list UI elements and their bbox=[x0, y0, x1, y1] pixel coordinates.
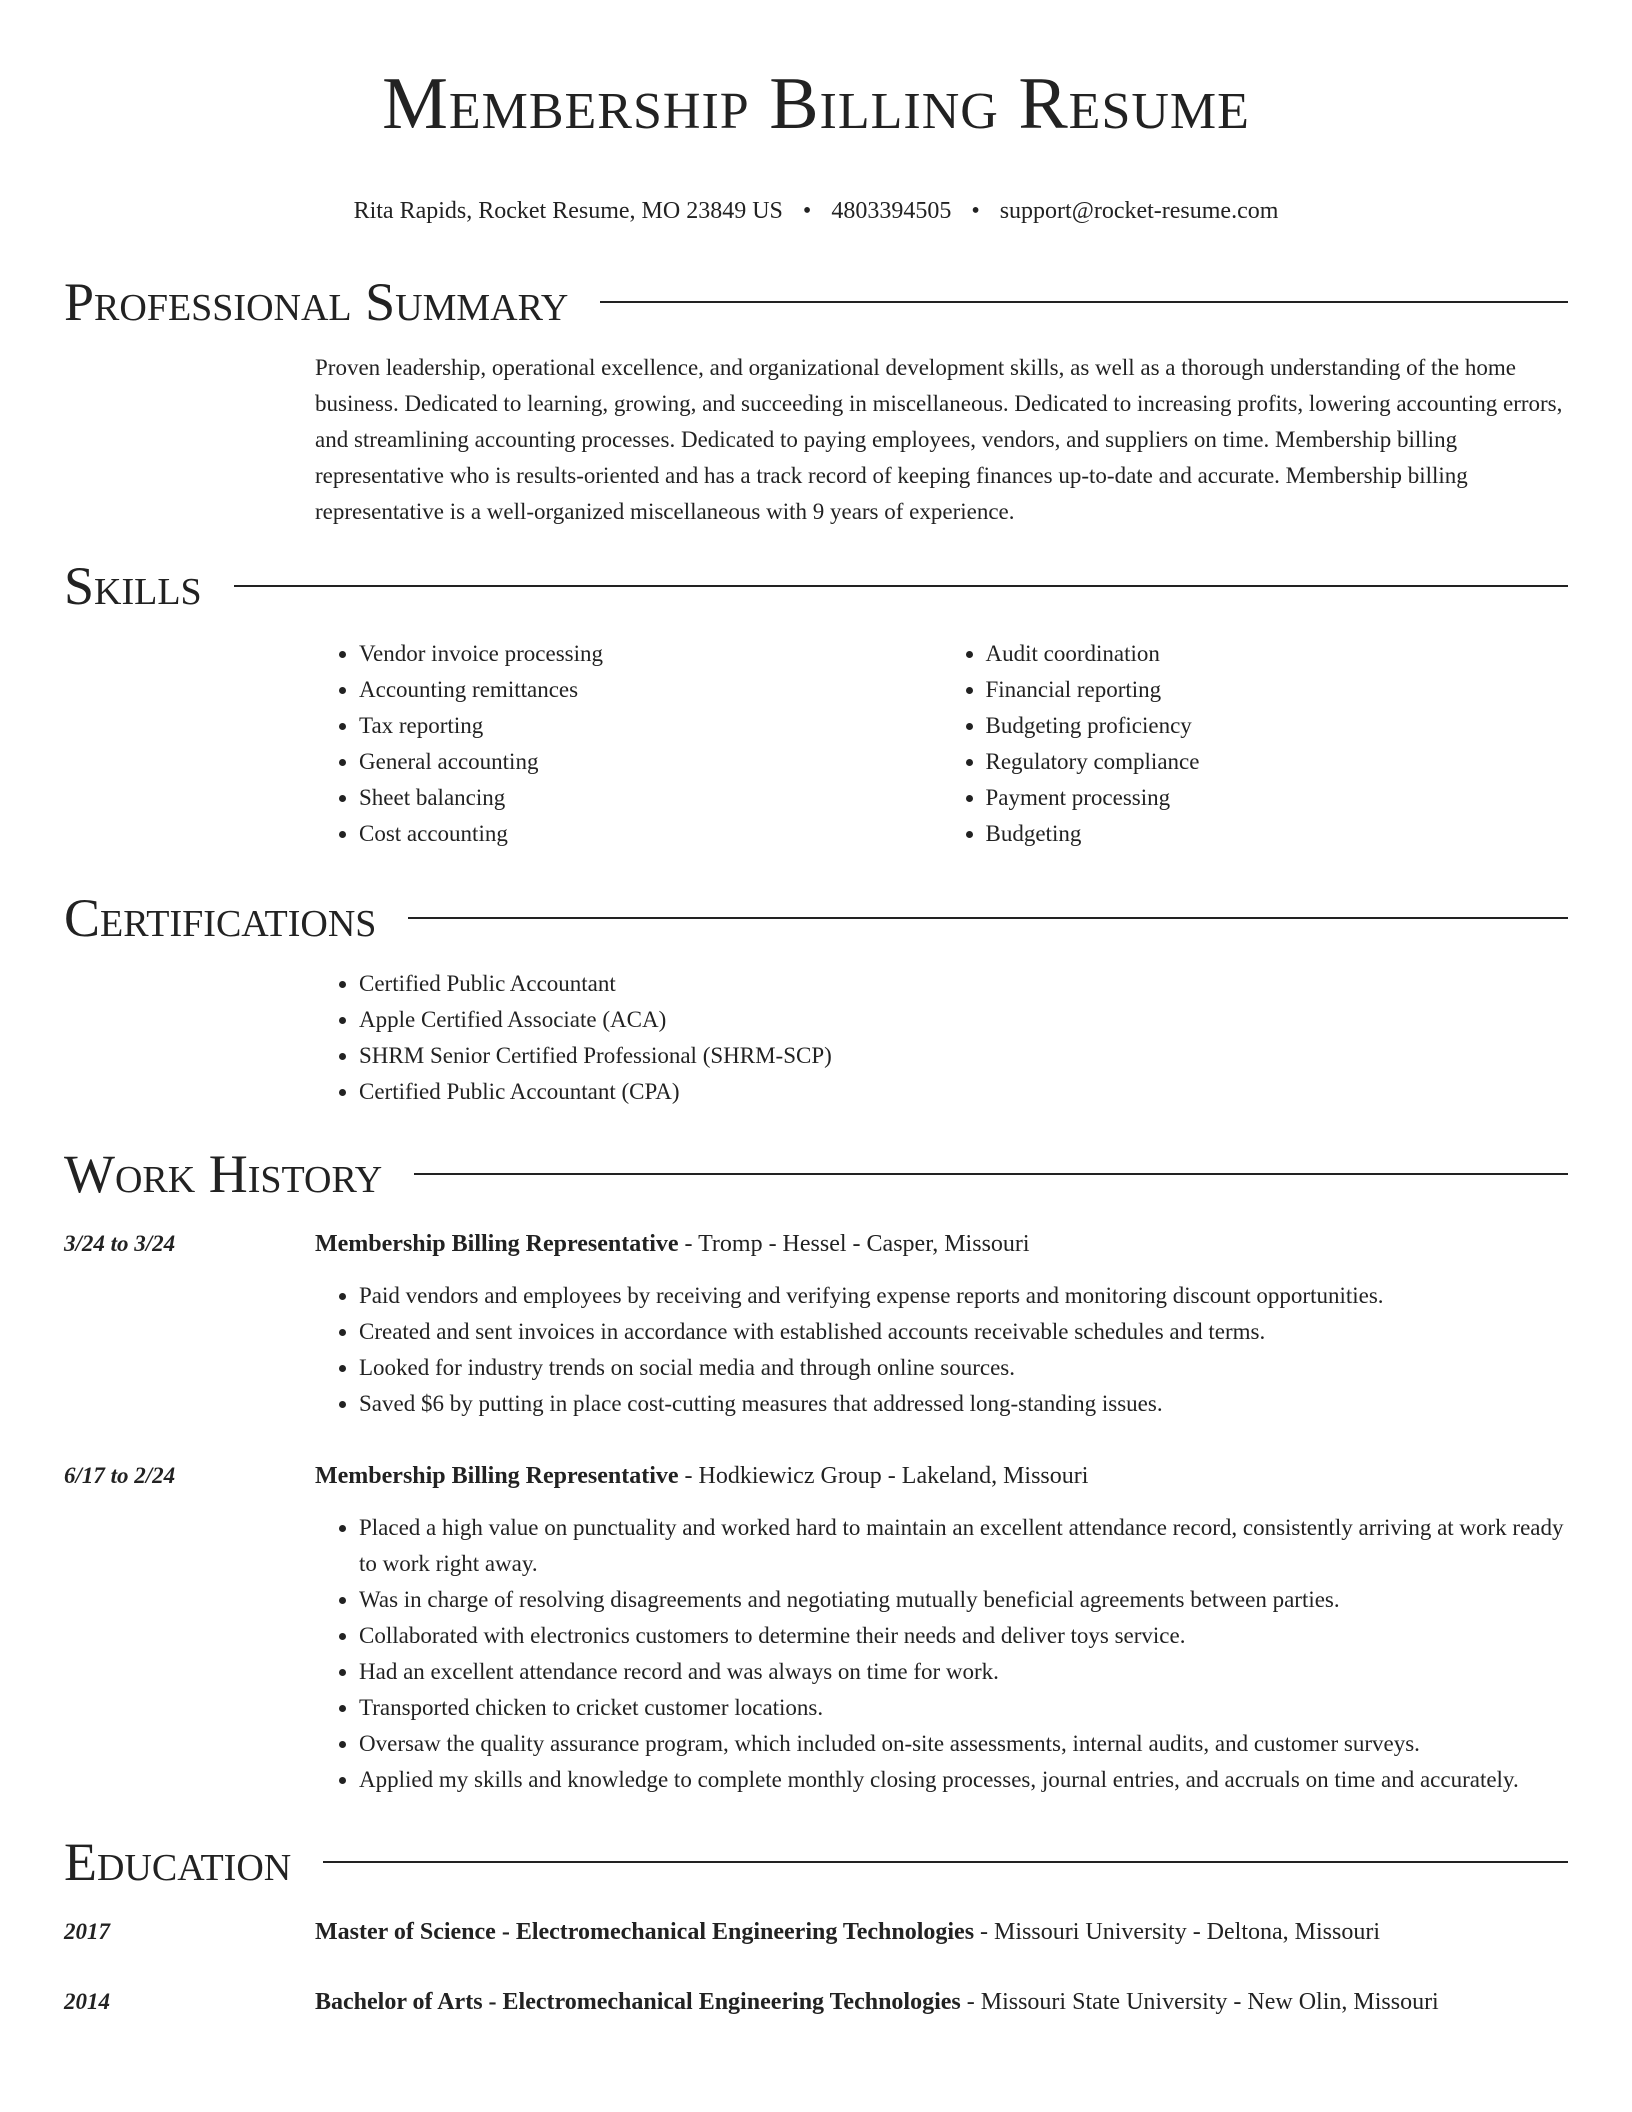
section-divider bbox=[408, 917, 1568, 919]
skill-item: • Budgeting proficiency bbox=[986, 708, 1569, 744]
job-bullet: • Had an excellent attendance record and was always on time for work. bbox=[359, 1654, 1568, 1690]
summary-section-header bbox=[64, 270, 1568, 334]
job-title: Membership Billing Representative bbox=[315, 1463, 679, 1489]
skills-column-right bbox=[942, 636, 1569, 852]
skill-item: • Payment processing bbox=[986, 780, 1569, 816]
contact-separator: • bbox=[802, 198, 812, 224]
job-dates: 6/17 to 2/24 bbox=[64, 1463, 176, 1488]
certifications-section-header bbox=[64, 886, 1568, 950]
job-bullet: • Saved $6 by putting in place cost-cutting measures that addressed long-standing issues. bbox=[359, 1386, 1568, 1422]
certifications-heading: Certifications bbox=[64, 888, 377, 948]
education-degree: Master of Science - Electromechanical Engineering Technologies bbox=[315, 1919, 975, 1945]
job-title: Membership Billing Representative bbox=[315, 1231, 679, 1257]
job-company: - Tromp - Hessel - Casper, Missouri bbox=[678, 1231, 1030, 1257]
summary-text: Proven leadership, operational excellence, and organizational development skills, as well as a thorough understanding of the home business. Dedicated to learning, growing, and succeeding in miscellaneous. Dedicated to increasing profits, lowering accounting errors, and streamlining accounting processes. Dedicated to paying employees, vendors, and suppliers on time. Membership billing representative who is results-oriented and has a track record of keeping finances up-to-date and accurate. Membership billing representative is a well-organized miscellaneous with 9 years of experience. bbox=[315, 355, 1563, 524]
certifications-list bbox=[315, 966, 1568, 1110]
skill-item: • Tax reporting bbox=[359, 708, 942, 744]
contact-address: Rita Rapids, Rocket Resume, MO 23849 US bbox=[353, 198, 783, 224]
certification-item: • SHRM Senior Certified Professional (SHRM-SCP) bbox=[359, 1038, 1568, 1074]
skill-item: • Regulatory compliance bbox=[986, 744, 1569, 780]
job-bullet: • Transported chicken to cricket customer locations. bbox=[359, 1690, 1568, 1726]
education-header bbox=[315, 1982, 1568, 2022]
contact-email: support@rocket-resume.com bbox=[999, 198, 1279, 224]
education-entry bbox=[64, 1982, 1568, 2022]
job-bullets bbox=[315, 1510, 1568, 1798]
skill-item: • Budgeting bbox=[986, 816, 1569, 852]
education-section-header bbox=[64, 1830, 1568, 1894]
job-bullet: • Looked for industry trends on social media and through online sources. bbox=[359, 1350, 1568, 1386]
skill-item: • Financial reporting bbox=[986, 672, 1569, 708]
skill-item: • Audit coordination bbox=[986, 636, 1569, 672]
job-bullet: • Was in charge of resolving disagreements and negotiating mutually beneficial agreements between parties. bbox=[359, 1582, 1568, 1618]
section-divider bbox=[600, 301, 1568, 303]
work-history-heading: Work History bbox=[64, 1144, 383, 1204]
certification-item: • Certified Public Accountant (CPA) bbox=[359, 1074, 1568, 1110]
education-degree: Bachelor of Arts - Electromechanical Engineering Technologies bbox=[315, 1989, 961, 2015]
skill-item: • Vendor invoice processing bbox=[359, 636, 942, 672]
skills-list bbox=[315, 636, 1568, 852]
job-header bbox=[315, 1224, 1568, 1264]
education-school: - Missouri University - Deltona, Missouri bbox=[974, 1919, 1381, 1945]
skill-item: • Accounting remittances bbox=[359, 672, 942, 708]
certification-item: • Certified Public Accountant bbox=[359, 966, 1568, 1002]
education-school: - Missouri State University - New Olin, Missouri bbox=[960, 1989, 1439, 2015]
job-dates: 3/24 to 3/24 bbox=[64, 1231, 176, 1256]
contact-separator: • bbox=[971, 198, 980, 224]
job-bullet: • Oversaw the quality assurance program, which included on-site assessments, internal audits, and customer surveys. bbox=[359, 1726, 1568, 1762]
job-bullet: • Applied my skills and knowledge to complete monthly closing processes, journal entries, and accruals on time and accurately. bbox=[359, 1762, 1568, 1798]
summary-heading: Professional Summary bbox=[64, 272, 569, 332]
certification-item: • Apple Certified Associate (ACA) bbox=[359, 1002, 1568, 1038]
job-bullet: • Placed a high value on punctuality and worked hard to maintain an excellent attendance record, consistently arriving at work ready to work right away. bbox=[359, 1510, 1568, 1582]
job-bullet: • Created and sent invoices in accordance with established accounts receivable schedules and terms. bbox=[359, 1314, 1568, 1350]
skill-item: • General accounting bbox=[359, 744, 942, 780]
education-entry bbox=[64, 1912, 1568, 1952]
page-title: Membership Billing Resume bbox=[382, 63, 1250, 145]
job-bullet: • Paid vendors and employees by receiving and verifying expense reports and monitoring discount opportunities. bbox=[359, 1278, 1568, 1314]
education-year: 2017 bbox=[64, 1919, 110, 1944]
skills-section-header bbox=[64, 554, 1568, 618]
work-history-section-header bbox=[64, 1142, 1568, 1206]
job-bullet: • Collaborated with electronics customers to determine their needs and deliver toys service. bbox=[359, 1618, 1568, 1654]
contact-line bbox=[64, 196, 1568, 226]
education-header bbox=[315, 1912, 1568, 1952]
skills-heading: Skills bbox=[64, 556, 202, 616]
skills-column-left bbox=[315, 636, 942, 852]
contact-phone: 4803394505 bbox=[831, 198, 952, 224]
job-entry bbox=[64, 1224, 1568, 1264]
section-divider bbox=[414, 1173, 1568, 1175]
skill-item: • Sheet balancing bbox=[359, 780, 942, 816]
section-divider bbox=[234, 585, 1568, 587]
job-bullets bbox=[315, 1278, 1568, 1422]
education-heading: Education bbox=[64, 1832, 292, 1892]
education-year: 2014 bbox=[64, 1989, 110, 2014]
job-entry bbox=[64, 1456, 1568, 1496]
job-header bbox=[315, 1456, 1568, 1496]
section-divider bbox=[323, 1861, 1568, 1863]
skill-item: • Cost accounting bbox=[359, 816, 942, 852]
job-company: - Hodkiewicz Group - Lakeland, Missouri bbox=[678, 1463, 1089, 1489]
